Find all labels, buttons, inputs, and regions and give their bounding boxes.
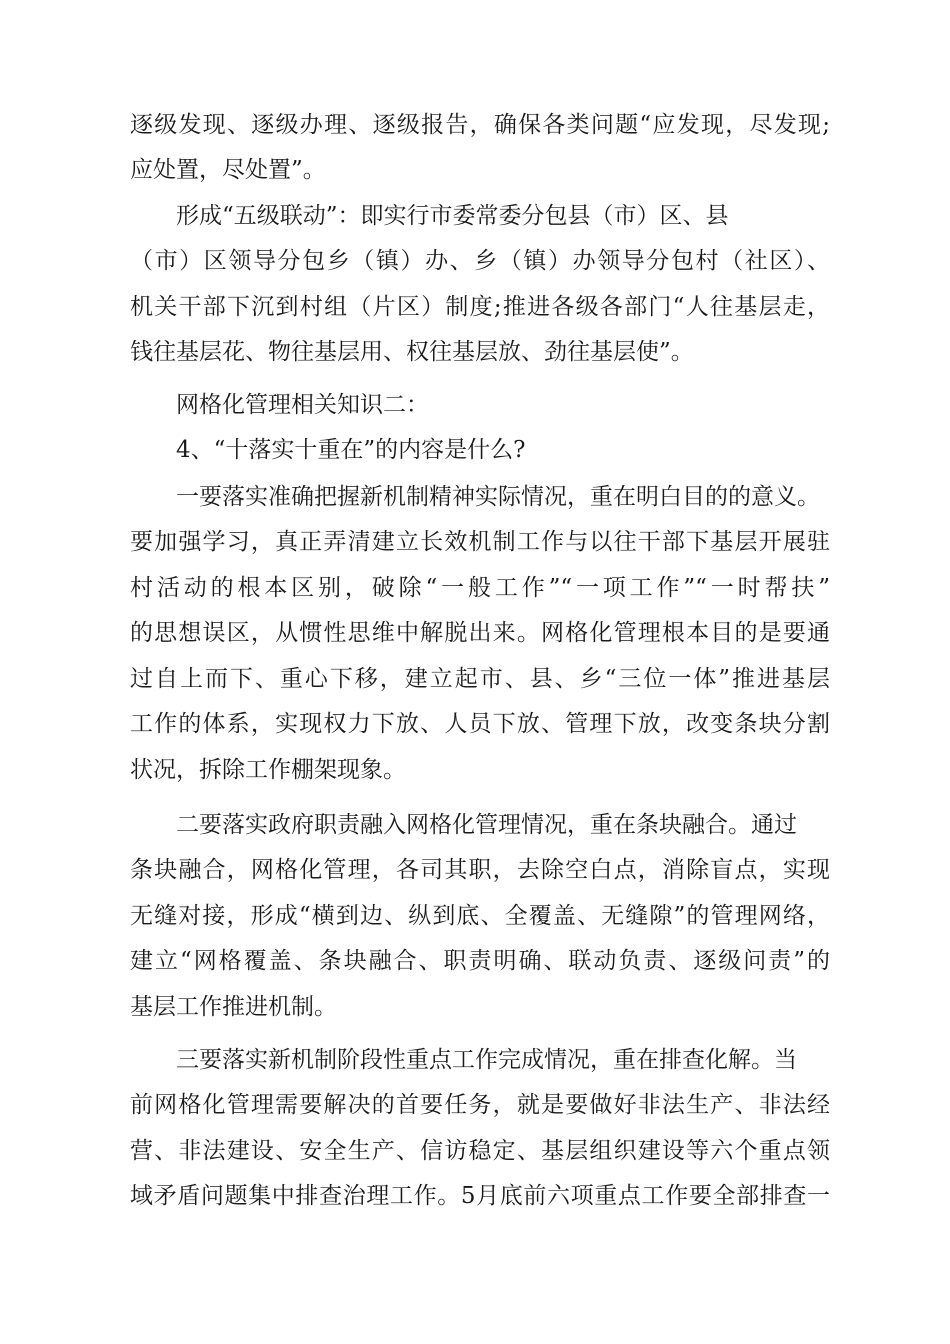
paragraph-5-line-4: 的思想误区，从惯性思维中解脱出来。网格化管理根本目的是要通	[130, 620, 830, 646]
paragraph-5-line-5: 过自上而下、重心下移，建立起市、县、乡“三位一体”推进基层	[130, 666, 830, 692]
paragraph-2-line-4: 钱往基层花、物往基层用、权往基层放、劲往基层使”。	[130, 339, 694, 365]
question-heading: 4、“十落实十重在”的内容是什么?	[176, 437, 526, 463]
paragraph-6-line-5: 基层工作推进机制。	[130, 994, 337, 1020]
paragraph-6-line-3: 无缝对接，形成“横到边、纵到底、全覆盖、无缝隙”的管理网络，	[130, 903, 830, 929]
paragraph-2-line-3: 机关干部下沉到村组（片区）制度;推进各级各部门“人往基层走，	[130, 294, 830, 320]
paragraph-7-line-4: 域矛盾问题集中排查治理工作。5月底前六项重点工作要全部排查一	[130, 1183, 830, 1209]
paragraph-5-line-7: 状况，拆除工作棚架现象。	[130, 757, 406, 783]
paragraph-6-line-1: 二要落实政府职责融入网格化管理情况，重在条块融合。通过	[176, 812, 797, 838]
paragraph-2-line-1: 形成“五级联动”：即实行市委常委分包县（市）区、县	[176, 203, 729, 229]
paragraph-1-line-2: 应处置，尽处置”。	[130, 157, 326, 183]
paragraph-7-line-1: 三要落实新机制阶段性重点工作完成情况，重在排查化解。当	[176, 1047, 797, 1073]
paragraph-7-line-3: 营、非法建设、安全生产、信访稳定、基层组织建设等六个重点领	[130, 1138, 830, 1164]
paragraph-6-line-2: 条块融合，网格化管理，各司其职，去除空白点，消除盲点，实现	[130, 857, 830, 883]
paragraph-5-line-1: 一要落实准确把握新机制精神实际情况，重在明白目的的意义。	[176, 484, 820, 510]
paragraph-7-line-2: 前网格化管理需要解决的首要任务，就是要做好非法生产、非法经	[130, 1092, 830, 1118]
paragraph-5-line-2: 要加强学习，真正弄清建立长效机制工作与以往干部下基层开展驻	[130, 529, 830, 555]
paragraph-5-line-6: 工作的体系，实现权力下放、人员下放、管理下放，改变条块分割	[130, 711, 830, 737]
section-heading: 网格化管理相关知识二：	[176, 392, 429, 418]
paragraph-1-line-1: 逐级发现、逐级办理、逐级报告，确保各类问题“应发现，尽发现;	[130, 112, 830, 138]
paragraph-2-line-2: （市）区领导分包乡（镇）办、乡（镇）办领导分包村（社区）、	[130, 248, 830, 274]
paragraph-5-line-3: 村活动的根本区别，破除“一般工作”“一项工作”“一时帮扶”	[130, 575, 830, 601]
paragraph-6-line-4: 建立“网格覆盖、条块融合、职责明确、联动负责、逐级问责”的	[130, 948, 830, 974]
